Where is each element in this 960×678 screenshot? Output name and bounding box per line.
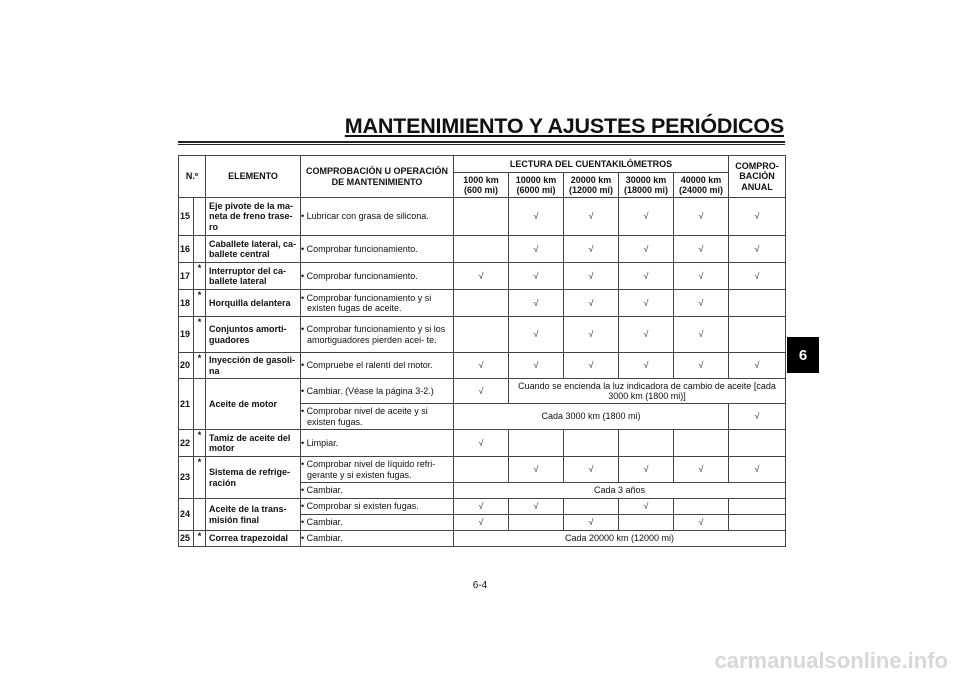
asterisk-mark: * bbox=[194, 353, 206, 379]
empty-cell bbox=[454, 236, 509, 263]
check-mark: √ bbox=[729, 198, 786, 236]
check-mark: √ bbox=[564, 198, 619, 236]
check-mark: √ bbox=[674, 353, 729, 379]
check-mark: √ bbox=[509, 236, 564, 263]
check-mark: √ bbox=[674, 198, 729, 236]
operation-text: • Compruebe el ralentí del motor. bbox=[301, 353, 454, 379]
empty-cell bbox=[674, 499, 729, 515]
header-interval: 30000 km (18000 mi) bbox=[619, 173, 674, 198]
asterisk-mark bbox=[194, 236, 206, 263]
item-element: Tamiz de aceite del motor bbox=[206, 430, 301, 457]
check-mark: √ bbox=[619, 353, 674, 379]
header-operation: COMPROBACIÓN U OPERACIÓN DE MANTENIMIENTO bbox=[301, 156, 454, 198]
table-row bbox=[179, 499, 786, 515]
operation-text: • Cambiar. (Véase la página 3-2.) bbox=[301, 379, 454, 404]
header-annual: COMPRO- BACIÓN ANUAL bbox=[729, 156, 786, 198]
table-row bbox=[179, 198, 786, 236]
empty-cell bbox=[619, 430, 674, 457]
asterisk-mark bbox=[194, 198, 206, 236]
check-mark: √ bbox=[619, 457, 674, 483]
interval-note: Cuando se encienda la luz indicadora de cambio de aceite [cada 3000 km (1800 mi)] bbox=[509, 379, 786, 404]
check-mark: √ bbox=[619, 290, 674, 317]
check-mark: √ bbox=[454, 499, 509, 515]
check-mark: √ bbox=[454, 263, 509, 290]
asterisk-mark: * bbox=[194, 531, 206, 547]
operation-text: • Lubricar con grasa de silicona. bbox=[301, 198, 454, 236]
table-row bbox=[179, 263, 786, 290]
check-mark: √ bbox=[564, 236, 619, 263]
empty-cell bbox=[729, 499, 786, 515]
table-row bbox=[179, 290, 786, 317]
table-row bbox=[179, 457, 786, 483]
asterisk-mark: * bbox=[194, 317, 206, 353]
check-mark: √ bbox=[674, 457, 729, 483]
operation-text: • Limpiar. bbox=[301, 430, 454, 457]
empty-cell bbox=[619, 515, 674, 531]
item-number: 18 bbox=[179, 290, 194, 317]
empty-cell bbox=[674, 430, 729, 457]
check-mark: √ bbox=[564, 317, 619, 353]
check-mark: √ bbox=[619, 263, 674, 290]
empty-cell bbox=[564, 430, 619, 457]
check-mark: √ bbox=[509, 457, 564, 483]
check-mark: √ bbox=[674, 515, 729, 531]
header-interval: 40000 km (24000 mi) bbox=[674, 173, 729, 198]
empty-cell bbox=[454, 457, 509, 483]
check-mark: √ bbox=[564, 515, 619, 531]
item-number: 17 bbox=[179, 263, 194, 290]
check-mark: √ bbox=[509, 290, 564, 317]
item-element: Sistema de refrige- ración bbox=[206, 457, 301, 499]
empty-cell bbox=[729, 515, 786, 531]
operation-text: • Cambiar. bbox=[301, 531, 454, 547]
operation-text: • Comprobar funcionamiento y si los amortiguadores pierden acei- te. bbox=[301, 317, 454, 353]
operation-text: • Comprobar nivel de aceite y si existen fugas. bbox=[301, 404, 454, 430]
item-element: Conjuntos amorti- guadores bbox=[206, 317, 301, 353]
empty-cell bbox=[509, 515, 564, 531]
page-number: 6-4 bbox=[472, 580, 488, 591]
operation-text: • Cambiar. bbox=[301, 515, 454, 531]
empty-cell bbox=[729, 290, 786, 317]
maintenance-table bbox=[178, 155, 786, 547]
check-mark: √ bbox=[564, 263, 619, 290]
empty-cell bbox=[509, 430, 564, 457]
check-mark: √ bbox=[674, 290, 729, 317]
asterisk-mark: * bbox=[194, 263, 206, 290]
operation-text: • Comprobar funcionamiento. bbox=[301, 263, 454, 290]
check-mark: √ bbox=[509, 317, 564, 353]
table-row bbox=[179, 317, 786, 353]
check-mark: √ bbox=[564, 353, 619, 379]
item-element: Inyección de gasoli- na bbox=[206, 353, 301, 379]
item-element: Aceite de la trans- misión final bbox=[206, 499, 301, 531]
asterisk-mark bbox=[194, 499, 206, 531]
header-interval: 1000 km (600 mi) bbox=[454, 173, 509, 198]
item-element: Eje pivote de la ma- neta de freno trase- ro bbox=[206, 198, 301, 236]
empty-cell bbox=[454, 198, 509, 236]
interval-note: Cada 20000 km (12000 mi) bbox=[454, 531, 786, 547]
header-no: N.º bbox=[179, 156, 206, 198]
check-mark: √ bbox=[729, 404, 786, 430]
page-title: MANTENIMIENTO Y AJUSTES PERIÓDICOS bbox=[344, 114, 784, 138]
item-number: 21 bbox=[179, 379, 194, 430]
interval-note: Cada 3000 km (1800 mi) bbox=[454, 404, 729, 430]
item-element: Correa trapezoidal bbox=[206, 531, 301, 547]
header-odometer: LECTURA DEL CUENTAKILÓMETROS bbox=[454, 156, 729, 173]
operation-text: • Comprobar si existen fugas. bbox=[301, 499, 454, 515]
check-mark: √ bbox=[509, 198, 564, 236]
check-mark: √ bbox=[564, 457, 619, 483]
check-mark: √ bbox=[454, 430, 509, 457]
operation-text: • Cambiar. bbox=[301, 483, 454, 499]
header-element: ELEMENTO bbox=[206, 156, 301, 198]
check-mark: √ bbox=[619, 236, 674, 263]
item-element: Caballete lateral, ca- ballete central bbox=[206, 236, 301, 263]
table-row bbox=[179, 236, 786, 263]
check-mark: √ bbox=[729, 353, 786, 379]
table-row bbox=[179, 531, 786, 547]
header-interval: 20000 km (12000 mi) bbox=[564, 173, 619, 198]
item-number: 23 bbox=[179, 457, 194, 499]
watermark: carmanualsonline.info bbox=[714, 648, 948, 673]
check-mark: √ bbox=[729, 457, 786, 483]
section-tab[interactable]: 6 bbox=[787, 337, 819, 373]
asterisk-mark bbox=[194, 379, 206, 430]
table-row bbox=[179, 430, 786, 457]
item-element: Aceite de motor bbox=[206, 379, 301, 430]
check-mark: √ bbox=[674, 236, 729, 263]
item-number: 22 bbox=[179, 430, 194, 457]
header-interval: 10000 km (6000 mi) bbox=[509, 173, 564, 198]
operation-text: • Comprobar funcionamiento. bbox=[301, 236, 454, 263]
asterisk-mark: * bbox=[194, 457, 206, 499]
empty-cell bbox=[729, 430, 786, 457]
item-element: Horquilla delantera bbox=[206, 290, 301, 317]
empty-cell bbox=[454, 317, 509, 353]
table-row bbox=[179, 353, 786, 379]
asterisk-mark: * bbox=[194, 430, 206, 457]
empty-cell bbox=[564, 499, 619, 515]
item-number: 19 bbox=[179, 317, 194, 353]
check-mark: √ bbox=[454, 353, 509, 379]
check-mark: √ bbox=[509, 499, 564, 515]
asterisk-mark: * bbox=[194, 290, 206, 317]
table-row bbox=[179, 379, 786, 404]
check-mark: √ bbox=[509, 353, 564, 379]
check-mark: √ bbox=[729, 236, 786, 263]
item-number: 25 bbox=[179, 531, 194, 547]
operation-text: • Comprobar nivel de líquido refri- gerante y si existen fugas. bbox=[301, 457, 454, 483]
operation-text: • Comprobar funcionamiento y si existen fugas de aceite. bbox=[301, 290, 454, 317]
item-number: 15 bbox=[179, 198, 194, 236]
check-mark: √ bbox=[619, 499, 674, 515]
check-mark: √ bbox=[509, 263, 564, 290]
check-mark: √ bbox=[674, 263, 729, 290]
check-mark: √ bbox=[454, 515, 509, 531]
check-mark: √ bbox=[674, 317, 729, 353]
title-rule bbox=[178, 141, 785, 143]
title-rule bbox=[178, 144, 785, 145]
item-element: Interruptor del ca- ballete lateral bbox=[206, 263, 301, 290]
check-mark: √ bbox=[619, 198, 674, 236]
check-mark: √ bbox=[619, 317, 674, 353]
item-number: 20 bbox=[179, 353, 194, 379]
item-number: 16 bbox=[179, 236, 194, 263]
empty-cell bbox=[454, 290, 509, 317]
check-mark: √ bbox=[729, 263, 786, 290]
empty-cell bbox=[729, 317, 786, 353]
check-mark: √ bbox=[564, 290, 619, 317]
item-number: 24 bbox=[179, 499, 194, 531]
check-mark: √ bbox=[454, 379, 509, 404]
interval-note: Cada 3 años bbox=[454, 483, 786, 499]
